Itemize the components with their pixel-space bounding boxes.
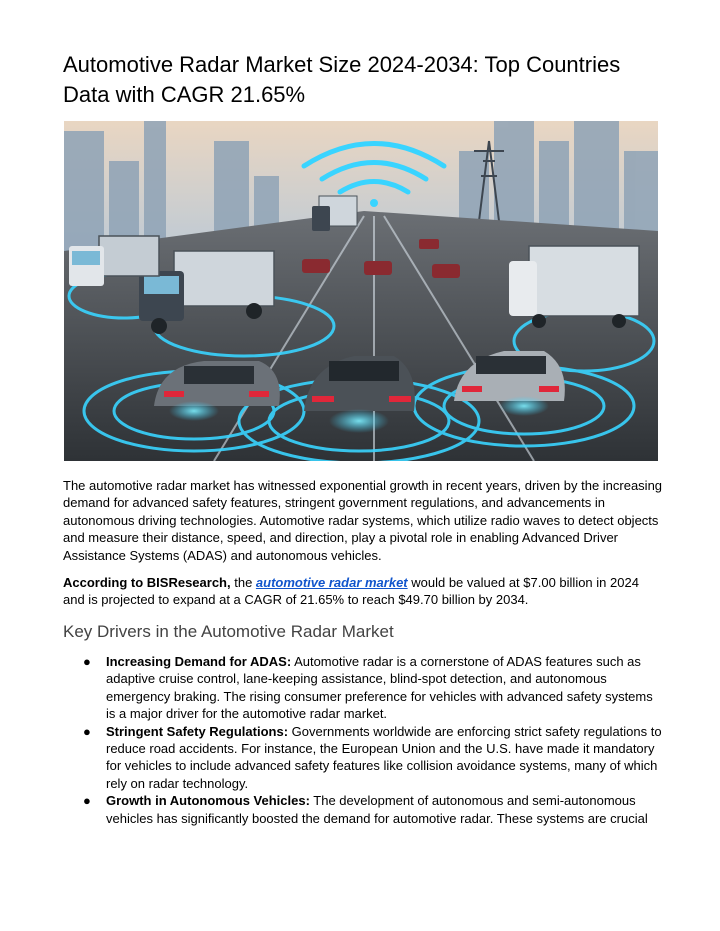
bullet-icon: ● xyxy=(83,723,91,739)
list-item xyxy=(63,723,663,793)
item-label: Stringent Safety Regulations: xyxy=(106,723,289,739)
item-text: The development of autonomous and semi-autonomous vehicles has significantly boosted the demand for automotive radar. These systems are crucial xyxy=(106,793,648,826)
item-text: Automotive radar is a cornerstone of ADAS features such as adaptive cruise control, lane-keeping assistance, blind-spot detection, and autonomous emergency braking. The rising consumer preference for vehicles with advanced safety systems is a major driver for the automotive radar market. xyxy=(106,654,653,722)
research-lead: According to BISResearch, xyxy=(63,575,231,590)
research-paragraph xyxy=(63,574,663,609)
drivers-list xyxy=(63,653,663,827)
research-pre-link: the xyxy=(230,575,256,590)
bullet-icon: ● xyxy=(83,654,91,669)
truck-right xyxy=(509,246,639,328)
market-link[interactable]: automotive radar market xyxy=(255,575,408,590)
section-heading: Key Drivers in the Automotive Radar Market xyxy=(63,622,394,641)
research-post-link: would be valued at $7.00 billion in 2024 and is projected to expand at a CAGR of 21.65% to reach $49.70 billion by 2034. xyxy=(63,575,639,608)
bullet-icon: ● xyxy=(83,793,91,809)
item-label: Increasing Demand for ADAS: xyxy=(106,654,292,669)
page-title: Automotive Radar Market Size 2024-2034: Top Countries Data with CAGR 21.65% xyxy=(63,52,621,107)
truck-center xyxy=(312,196,357,231)
list-item xyxy=(63,792,663,827)
hero-illustration xyxy=(64,121,658,461)
intro-paragraph: The automotive radar market has witnessed exponential growth in recent years, driven by the increasing demand for advanced safety features, stringent government regulations, and advancements in autonomous driving technologies. Automotive radar systems, which utilize radio waves to detect objects and measure their distance, speed, and direction, play a pivotal role in enabling Advanced Driver Assistance Systems (ADAS) and autonomous vehicles. xyxy=(63,478,663,563)
item-text: Governments worldwide are enforcing strict safety regulations to reduce road accidents. For instance, the European Union and the U.S. have made it mandatory for vehicles to include advanced safety features like collision avoidance systems, many of which rely on radar technology. xyxy=(106,723,662,791)
list-item xyxy=(63,653,663,723)
item-label: Growth in Autonomous Vehicles: xyxy=(106,793,310,809)
